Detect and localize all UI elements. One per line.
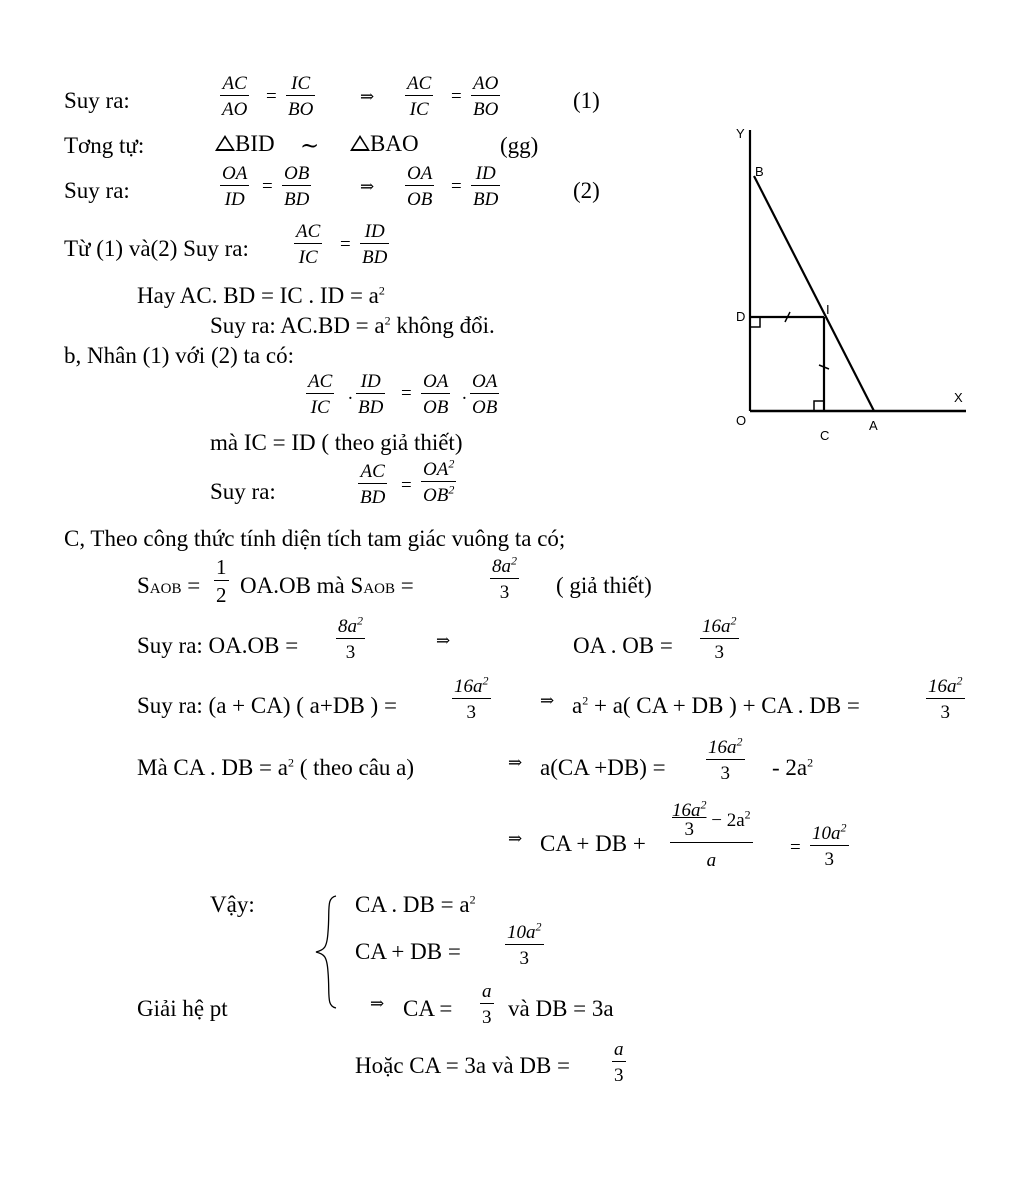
fraction: $\frac{8a^2}{3}$ bbox=[338, 613, 363, 663]
a-ca-db: a(CA +DB) = bbox=[540, 755, 666, 780]
implies-arrow: ⇒ bbox=[436, 631, 451, 650]
label-suy-ra-3: Suy ra: bbox=[210, 479, 276, 504]
fraction: $\frac{AC}{AO}$ bbox=[222, 73, 248, 120]
equals-sign: = bbox=[340, 234, 351, 255]
dot-sign: . bbox=[348, 383, 353, 404]
ca-equals: CA = bbox=[403, 996, 453, 1021]
oa-ob-result: OA . OB = bbox=[573, 633, 673, 658]
fraction: $\frac{ID}{BD}$ bbox=[473, 163, 499, 210]
implies-arrow: ⇒ bbox=[360, 87, 375, 106]
equals-sign: = bbox=[451, 86, 462, 107]
equals-sign: = bbox=[790, 837, 801, 858]
fraction: $\frac{16a^2}{3}$ bbox=[708, 734, 743, 784]
fraction: $\frac{AC}{IC}$ bbox=[308, 371, 333, 418]
line-ic-bang-id: mà IC = ID ( theo giả thiết) bbox=[210, 430, 463, 455]
s-aob-label: SAOB = bbox=[137, 573, 201, 598]
fraction: $\frac{a}{3}$ bbox=[614, 1039, 624, 1086]
equals-sign: = bbox=[401, 475, 412, 496]
equation-number: (1) bbox=[573, 88, 600, 113]
label-suy-ra-2: Suy ra: bbox=[64, 178, 130, 203]
fraction: $\frac{16a^2}{3}$ bbox=[454, 673, 489, 723]
equals-sign: = bbox=[401, 383, 412, 404]
minus-2a2: - $2a^2$ bbox=[772, 755, 814, 780]
oa-ob-ma-s: OA.OB mà SAOB = bbox=[240, 573, 414, 598]
line-suy-ra-oa-ob: Suy ra: OA.OB = bbox=[137, 633, 299, 658]
equals-sign: = bbox=[451, 176, 462, 197]
triangle-icon bbox=[215, 135, 235, 151]
implies-arrow: ⇒ bbox=[508, 829, 523, 848]
hoac-ca-3a: Hoặc CA = 3a và DB = bbox=[355, 1053, 571, 1078]
fraction: $\frac{OA}{ID}$ bbox=[222, 163, 248, 210]
fraction: $\frac{IC}{BO}$ bbox=[288, 73, 314, 120]
fraction: $\frac{AC}{BD}$ bbox=[360, 461, 386, 508]
fraction: $\frac{ID}{BD}$ bbox=[362, 221, 388, 268]
fraction: $\frac{OA}{OB}$ bbox=[407, 163, 433, 210]
fraction: $\frac{10a^2}{3}$ bbox=[507, 919, 542, 969]
label-c: C bbox=[820, 428, 830, 443]
fraction: $\frac{OA^2}{OB^2}$ bbox=[423, 456, 455, 506]
fraction: $\frac{AO}{BO}$ bbox=[473, 73, 499, 120]
label-suy-ra-1: Suy ra: bbox=[64, 88, 130, 113]
gg-note: (gg) bbox=[500, 133, 539, 158]
system-row-1: CA . DB = $a^2$ bbox=[355, 892, 476, 917]
gia-thiet-note: ( giả thiết) bbox=[556, 573, 652, 598]
fraction: $\frac{AC}{IC}$ bbox=[296, 221, 321, 268]
expanded-expression: $a^2 + a$( CA + DB ) + CA . DB = bbox=[572, 693, 860, 718]
label-a: A bbox=[869, 418, 878, 433]
implies-arrow: ⇒ bbox=[370, 994, 385, 1013]
label-giai-he-pt: Giải hệ pt bbox=[137, 996, 228, 1021]
fraction: $\frac{OB}{BD}$ bbox=[284, 163, 310, 210]
label-y: Y bbox=[736, 126, 745, 141]
triangle-bao: BAO bbox=[350, 132, 419, 155]
line-ma-ca-db: Mà CA . DB = $a^2$ ( theo câu a) bbox=[137, 755, 415, 780]
fraction: $\frac{a}{3}$ bbox=[482, 981, 492, 1028]
triangle-icon bbox=[350, 135, 370, 151]
line-a-plus-ca: Suy ra: (a + CA) ( a+DB ) = bbox=[137, 693, 397, 718]
implies-arrow: ⇒ bbox=[540, 691, 555, 710]
fraction: $\frac{10a^2}{3}$ bbox=[812, 820, 847, 870]
implies-arrow: ⇒ bbox=[360, 177, 375, 196]
label-b: B bbox=[755, 164, 764, 179]
ca-plus-db: CA + DB + bbox=[540, 831, 646, 856]
line-hay-ac-bd: Hay AC. BD = IC . ID = $a^2$ bbox=[137, 283, 385, 308]
fraction: $\frac{AC}{IC}$ bbox=[407, 73, 432, 120]
va-db-3a: và DB = 3a bbox=[508, 996, 614, 1021]
triangle-bid: BID bbox=[215, 132, 275, 155]
compound-fraction: $\frac{16a^2}{3}$ − $2a^2$ a bbox=[672, 797, 751, 871]
equals-sign: = bbox=[262, 176, 273, 197]
fraction: $\frac{16a^2}{3}$ bbox=[928, 673, 963, 723]
equation-number: (2) bbox=[573, 178, 600, 203]
fraction: $\frac{OA}{OB}$ bbox=[423, 371, 449, 418]
line-nhan-1-voi-2: b, Nhân (1) với (2) ta có: bbox=[64, 343, 294, 368]
left-brace bbox=[312, 892, 342, 1012]
fraction: $\frac{1}{2}$ bbox=[216, 555, 227, 607]
label-vay: Vậy: bbox=[210, 892, 255, 917]
fraction: $\frac{ID}{BD}$ bbox=[358, 371, 384, 418]
label-tu-1-va-2: Từ (1) và(2) Suy ra: bbox=[64, 236, 249, 261]
label-tuong-tu: Tơng tự: bbox=[64, 133, 145, 158]
label-x: X bbox=[954, 390, 963, 405]
right-angle-d bbox=[750, 317, 760, 327]
segment-ab bbox=[754, 176, 874, 411]
fraction: $\frac{8a^2}{3}$ bbox=[492, 553, 517, 603]
implies-arrow: ⇒ bbox=[508, 753, 523, 772]
dot-sign: . bbox=[462, 383, 467, 404]
label-d: D bbox=[736, 309, 746, 324]
similar-sign: ∼ bbox=[300, 133, 320, 158]
fraction: $\frac{16a^2}{3}$ bbox=[702, 613, 737, 663]
label-i: I bbox=[826, 302, 830, 317]
label-o: O bbox=[736, 413, 747, 428]
line-ac-bd-khong-doi: Suy ra: $AC.BD = a^2$ không đổi. bbox=[210, 313, 495, 338]
right-angle-c bbox=[814, 401, 824, 411]
system-row-2: CA + DB = bbox=[355, 939, 461, 964]
fraction: $\frac{OA}{OB}$ bbox=[472, 371, 498, 418]
equals-sign: = bbox=[266, 86, 277, 107]
line-cong-thuc-dien-tich: C, Theo công thức tính diện tích tam giác vuông ta có; bbox=[64, 526, 566, 551]
geometry-figure bbox=[728, 118, 978, 448]
